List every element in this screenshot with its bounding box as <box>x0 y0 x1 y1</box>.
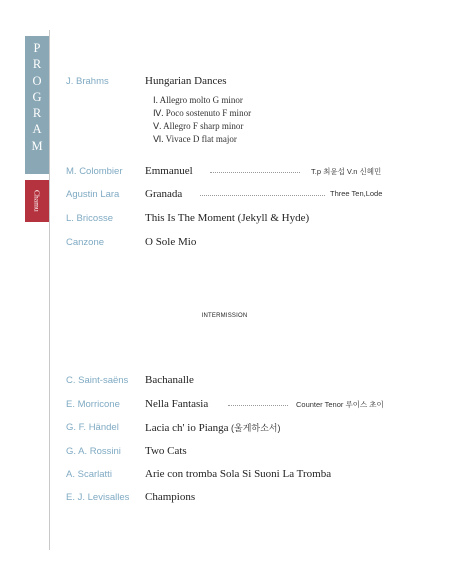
composer-name: Agustin Lara <box>66 189 120 200</box>
dotted-leader <box>228 405 288 406</box>
composer-name: A. Scarlatti <box>66 469 112 480</box>
banner-letter: A <box>32 122 42 137</box>
composer-name: E. Morricone <box>66 399 120 410</box>
performer-credit: Three Ten,Lode <box>330 189 383 198</box>
banner-letter: R <box>32 57 42 72</box>
program-vertical-banner <box>25 36 49 174</box>
composer-name: E. J. Levisalles <box>66 492 130 503</box>
chamu-tab-label: Chamu <box>32 190 42 212</box>
piece-title: This Is The Moment (Jekyll & Hyde) <box>145 212 310 224</box>
composer-name: Canzone <box>66 237 105 248</box>
piece-title-korean: (울게하소서) <box>228 423 281 433</box>
piece-title: Nella Fantasia <box>145 398 209 410</box>
piece-title: O Sole Mio <box>145 236 197 248</box>
movement-line: Ⅳ. Poco sostenuto F minor <box>153 108 252 118</box>
movement-line: Ⅰ. Allegro molto G minor <box>153 95 243 105</box>
movement-line: Ⅵ. Vivace D flat major <box>153 134 237 144</box>
banner-letter: O <box>32 73 42 88</box>
intermission-label: INTERMISSION <box>201 313 248 319</box>
piece-title: Arie con tromba Sola Si Suoni La Tromba <box>145 468 332 480</box>
piece-title: Two Cats <box>145 445 187 457</box>
piece-title: Champions <box>145 491 196 503</box>
composer-name: M. Colombier <box>66 166 123 177</box>
composer-name: L. Bricosse <box>66 213 113 224</box>
performer-credit: Counter Tenor 루이스 초이 <box>296 400 384 409</box>
banner-letter: P <box>33 41 41 55</box>
piece-title: Hungarian Dances <box>145 75 227 87</box>
banner-letter: R <box>32 106 42 121</box>
piece-title: Emmanuel <box>145 165 193 177</box>
piece-title-text: Lacia ch' io Pianga <box>145 422 229 434</box>
dotted-leader <box>200 195 325 196</box>
composer-name: C. Saint-saëns <box>66 375 129 386</box>
banner-letter: G <box>32 89 42 104</box>
piece-title: Granada <box>145 188 183 200</box>
piece-title: Bachanalle <box>145 374 194 386</box>
piece-title <box>145 421 281 434</box>
composer-name: G. F. Händel <box>66 422 119 433</box>
left-rule <box>49 30 50 550</box>
composer-name: J. Brahms <box>66 76 109 87</box>
chamu-tab <box>25 180 49 222</box>
dotted-leader <box>210 172 300 173</box>
performer-credit: T.p 최윤섭 V.n 신혜민 <box>311 167 382 176</box>
composer-name: G. A. Rossini <box>66 446 121 457</box>
banner-letter: M <box>31 138 43 153</box>
movement-line: Ⅴ. Allegro F sharp minor <box>153 121 244 131</box>
